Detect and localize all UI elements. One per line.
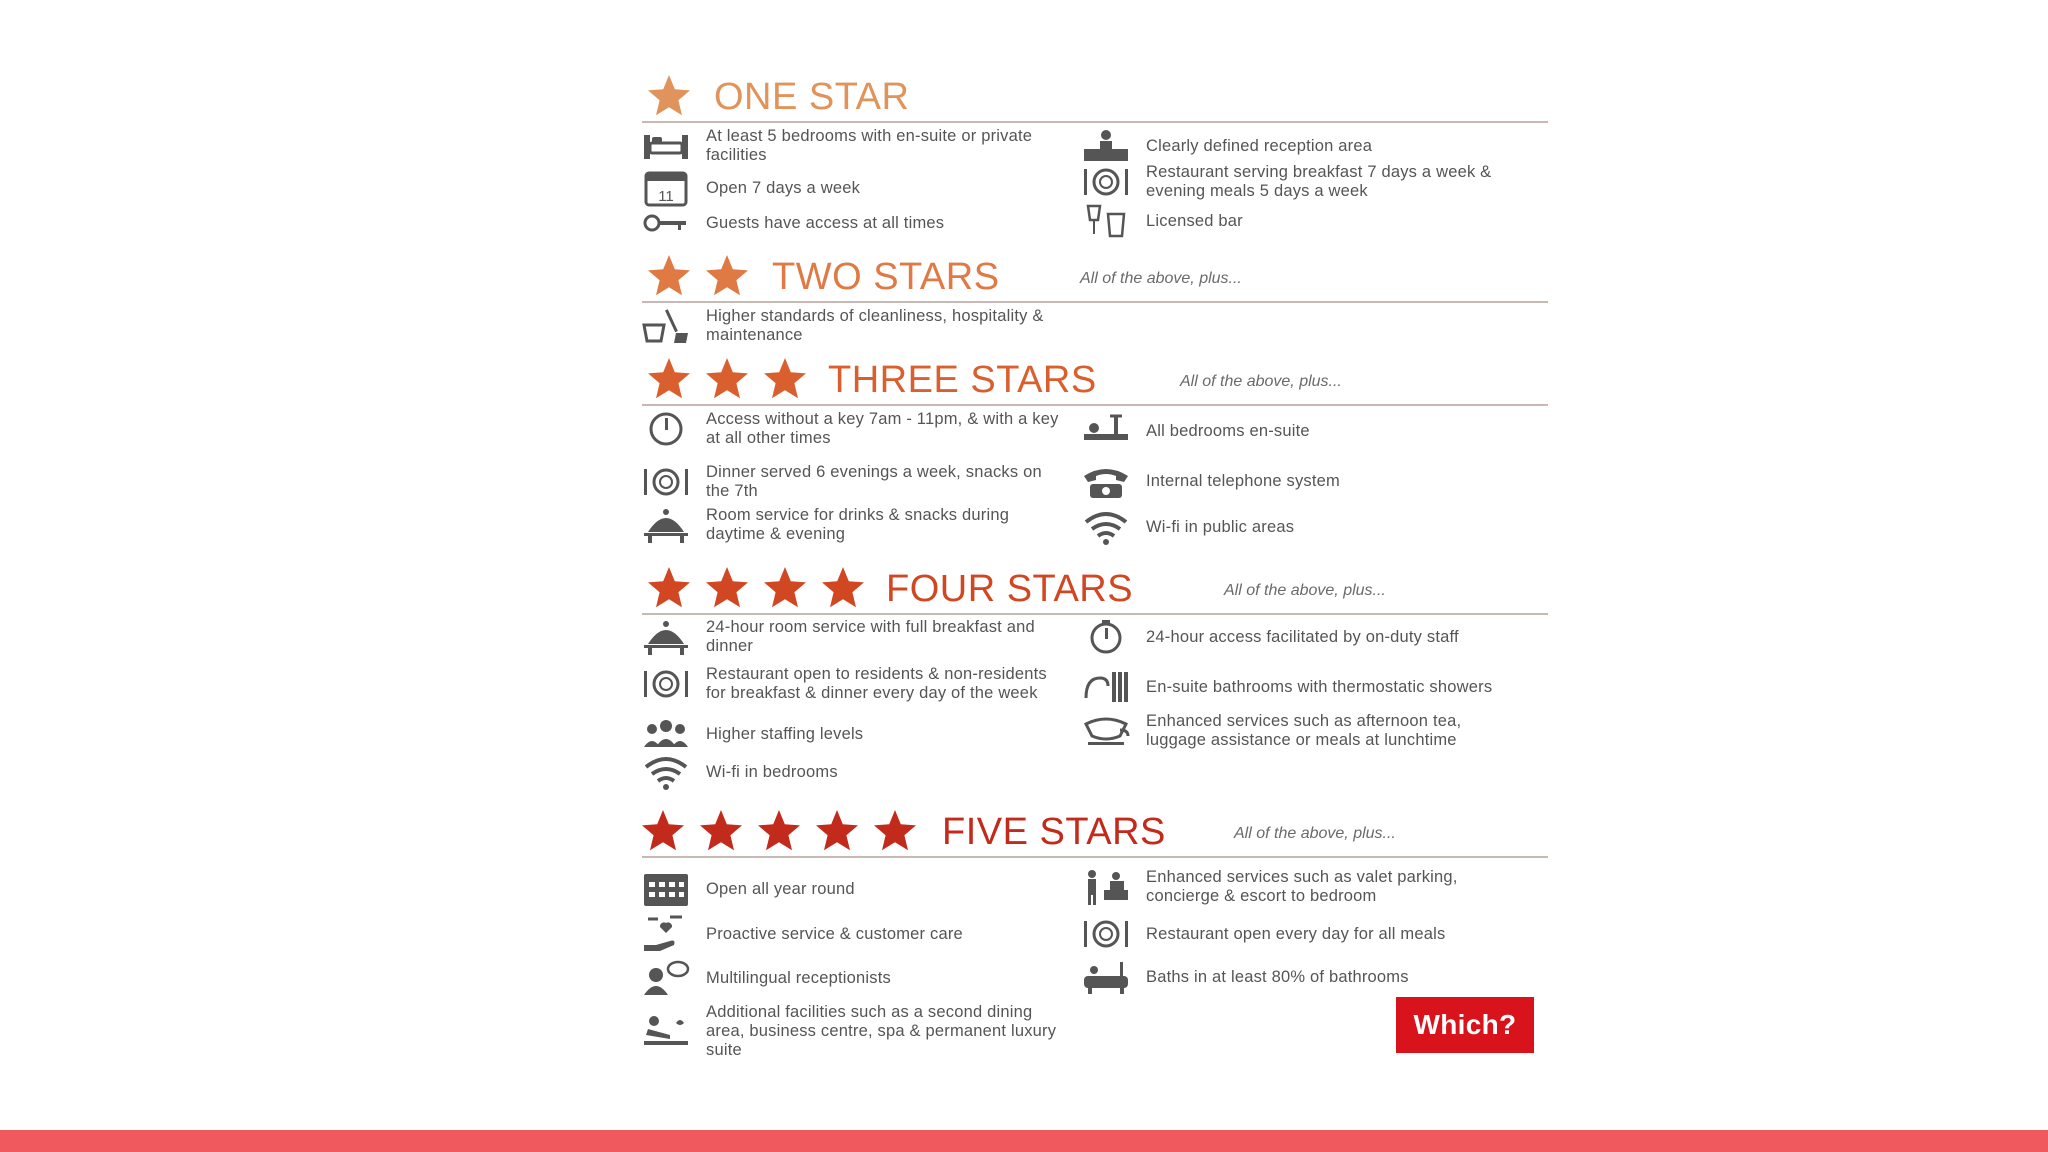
feature-item: [1078, 957, 1508, 997]
ensuite-icon: [1078, 411, 1134, 451]
feature-item: [638, 664, 1068, 704]
section-header: [638, 252, 1548, 304]
shower-icon: [1078, 667, 1134, 707]
speech-person-icon: [638, 958, 694, 998]
feature-text: Additional facilities such as a second dining area, business centre, spa & permanent luxury suite: [706, 1003, 1057, 1059]
clock-icon: [1078, 617, 1134, 657]
plate-cutlery-icon: [1078, 162, 1134, 202]
feature-item: [1078, 867, 1508, 907]
feature-item: [638, 714, 1068, 754]
bucket-broom-icon: [638, 306, 694, 346]
feature-item: [1078, 411, 1508, 451]
star-rating-5: [638, 807, 920, 857]
section-title: FOUR STARS: [886, 568, 1134, 610]
section-divider: [642, 404, 1548, 406]
key-icon: [638, 203, 694, 243]
star-icon: [702, 355, 752, 403]
plate-cutlery-icon: [638, 664, 694, 704]
feature-text: Room service for drinks & snacks during daytime & evening: [706, 506, 1010, 543]
feature-item: [1078, 667, 1508, 707]
wifi-icon: [1078, 507, 1134, 547]
star-icon: [644, 252, 694, 300]
feature-item: [638, 958, 1068, 998]
star-icon: [702, 252, 752, 300]
feature-text: Enhanced services such as afternoon tea, luggage assistance or meals at lunchtime: [1146, 712, 1462, 749]
feature-text: Open 7 days a week: [706, 178, 861, 197]
feature-text: Internal telephone system: [1146, 471, 1340, 490]
star-rating-1: [644, 72, 694, 122]
feature-text: Proactive service & customer care: [706, 924, 963, 943]
feature-item: [638, 306, 1068, 346]
section-header: [638, 564, 1548, 616]
calendar-grid-icon: [638, 869, 694, 909]
feature-text: Dinner served 6 evenings a week, snacks on the 7th: [706, 463, 1042, 500]
feature-text: At least 5 bedrooms with en-suite or private facilities: [706, 127, 1033, 164]
room-service-icon: [638, 617, 694, 657]
feature-item: [638, 1003, 1068, 1060]
section-title: THREE STARS: [828, 359, 1097, 401]
feature-text: All bedrooms en-suite: [1146, 421, 1310, 440]
spa-icon: [638, 1012, 694, 1052]
star-icon: [754, 807, 804, 855]
feature-item: [638, 617, 1068, 657]
section-title: FIVE STARS: [942, 811, 1166, 853]
bed-icon: [638, 126, 694, 166]
feature-item: [1078, 162, 1508, 202]
star-icon: [696, 807, 746, 855]
section-four-stars: [638, 564, 1548, 781]
feature-text: Baths in at least 80% of bathrooms: [1146, 967, 1409, 986]
plate-cutlery-icon: [638, 462, 694, 502]
section-five-stars: [638, 807, 1548, 1059]
feature-text: 24-hour access facilitated by on-duty staff: [1146, 627, 1459, 646]
star-rating-4: [644, 564, 868, 614]
feature-text: Higher staffing levels: [706, 724, 864, 743]
hotel-star-ratings-infographic: [638, 72, 1548, 1072]
feature-item: [638, 168, 1068, 208]
feature-text: Restaurant open to residents & non-residents for breakfast & dinner every day of the week: [706, 665, 1047, 702]
section-divider: [642, 856, 1548, 858]
feature-item: [1078, 461, 1508, 501]
section-one-star: [638, 72, 1548, 232]
plate-cutlery-icon: [1078, 914, 1134, 954]
which-logo: Which?: [1396, 997, 1534, 1053]
star-icon: [760, 564, 810, 612]
wifi-icon: [638, 752, 694, 792]
section-subtitle: All of the above, plus...: [1080, 270, 1242, 287]
star-rating-2: [644, 252, 752, 302]
room-service-icon: [638, 505, 694, 545]
feature-text: Access without a key 7am - 11pm, & with a key at all other times: [706, 410, 1059, 447]
feature-text: En-suite bathrooms with thermostatic showers: [1146, 677, 1493, 696]
teacup-icon: [1078, 711, 1134, 751]
star-icon: [760, 355, 810, 403]
feature-item: [638, 914, 1068, 954]
feature-item: [1078, 914, 1508, 954]
reception-desk-icon: [1078, 126, 1134, 166]
feature-item: [638, 462, 1068, 502]
hand-heart-icon: [638, 914, 694, 954]
section-header: [638, 72, 1548, 124]
feature-item: [638, 409, 1068, 449]
feature-text: Guests have access at all times: [706, 213, 945, 232]
section-subtitle: All of the above, plus...: [1234, 825, 1396, 842]
feature-text: Multilingual receptionists: [706, 968, 891, 987]
clock-icon: [638, 409, 694, 449]
feature-item: [638, 752, 1068, 792]
feature-text: Clearly defined reception area: [1146, 136, 1373, 155]
feature-item: [1078, 507, 1508, 547]
star-icon: [818, 564, 868, 612]
star-icon: [644, 355, 694, 403]
star-icon: [644, 564, 694, 612]
feature-item: [1078, 617, 1508, 657]
feature-text: Wi-fi in bedrooms: [706, 762, 838, 781]
bathtub-icon: [1078, 957, 1134, 997]
star-icon: [702, 564, 752, 612]
section-subtitle: All of the above, plus...: [1180, 373, 1342, 390]
section-title: TWO STARS: [772, 256, 1000, 298]
valet-icon: [1078, 867, 1134, 907]
telephone-icon: [1078, 461, 1134, 501]
feature-text: Wi-fi in public areas: [1146, 517, 1295, 536]
section-divider: [642, 121, 1548, 123]
calendar-icon: [638, 168, 694, 208]
feature-text: Restaurant open every day for all meals: [1146, 924, 1446, 943]
star-icon: [638, 807, 688, 855]
star-icon: [812, 807, 862, 855]
star-rating-3: [644, 355, 810, 405]
feature-item: [638, 869, 1068, 909]
section-header: [638, 807, 1548, 859]
section-subtitle: All of the above, plus...: [1224, 582, 1386, 599]
feature-text: Open all year round: [706, 879, 855, 898]
feature-text: Higher standards of cleanliness, hospitality & maintenance: [706, 307, 1044, 344]
glasses-icon: [1078, 201, 1134, 241]
svg-text:11: 11: [658, 188, 674, 205]
section-two-stars: [638, 252, 1548, 344]
feature-text: Restaurant serving breakfast 7 days a week & evening meals 5 days a week: [1146, 163, 1492, 200]
bottom-accent-bar: [0, 1130, 2048, 1152]
feature-text: Enhanced services such as valet parking, concierge & escort to bedroom: [1146, 868, 1458, 905]
star-icon: [644, 72, 694, 120]
feature-item: [1078, 201, 1508, 241]
feature-item: [638, 505, 1068, 545]
section-title: ONE STAR: [714, 76, 910, 118]
section-header: [638, 355, 1548, 407]
feature-text: Licensed bar: [1146, 211, 1243, 230]
feature-text: 24-hour room service with full breakfast and dinner: [706, 618, 1035, 655]
star-icon: [870, 807, 920, 855]
feature-item: [638, 203, 1068, 243]
feature-item: [1078, 711, 1508, 751]
section-divider: [642, 301, 1548, 303]
feature-item: [638, 126, 1068, 166]
section-divider: [642, 613, 1548, 615]
feature-item: [1078, 126, 1508, 166]
staff-group-icon: [638, 714, 694, 754]
section-three-stars: [638, 355, 1548, 543]
